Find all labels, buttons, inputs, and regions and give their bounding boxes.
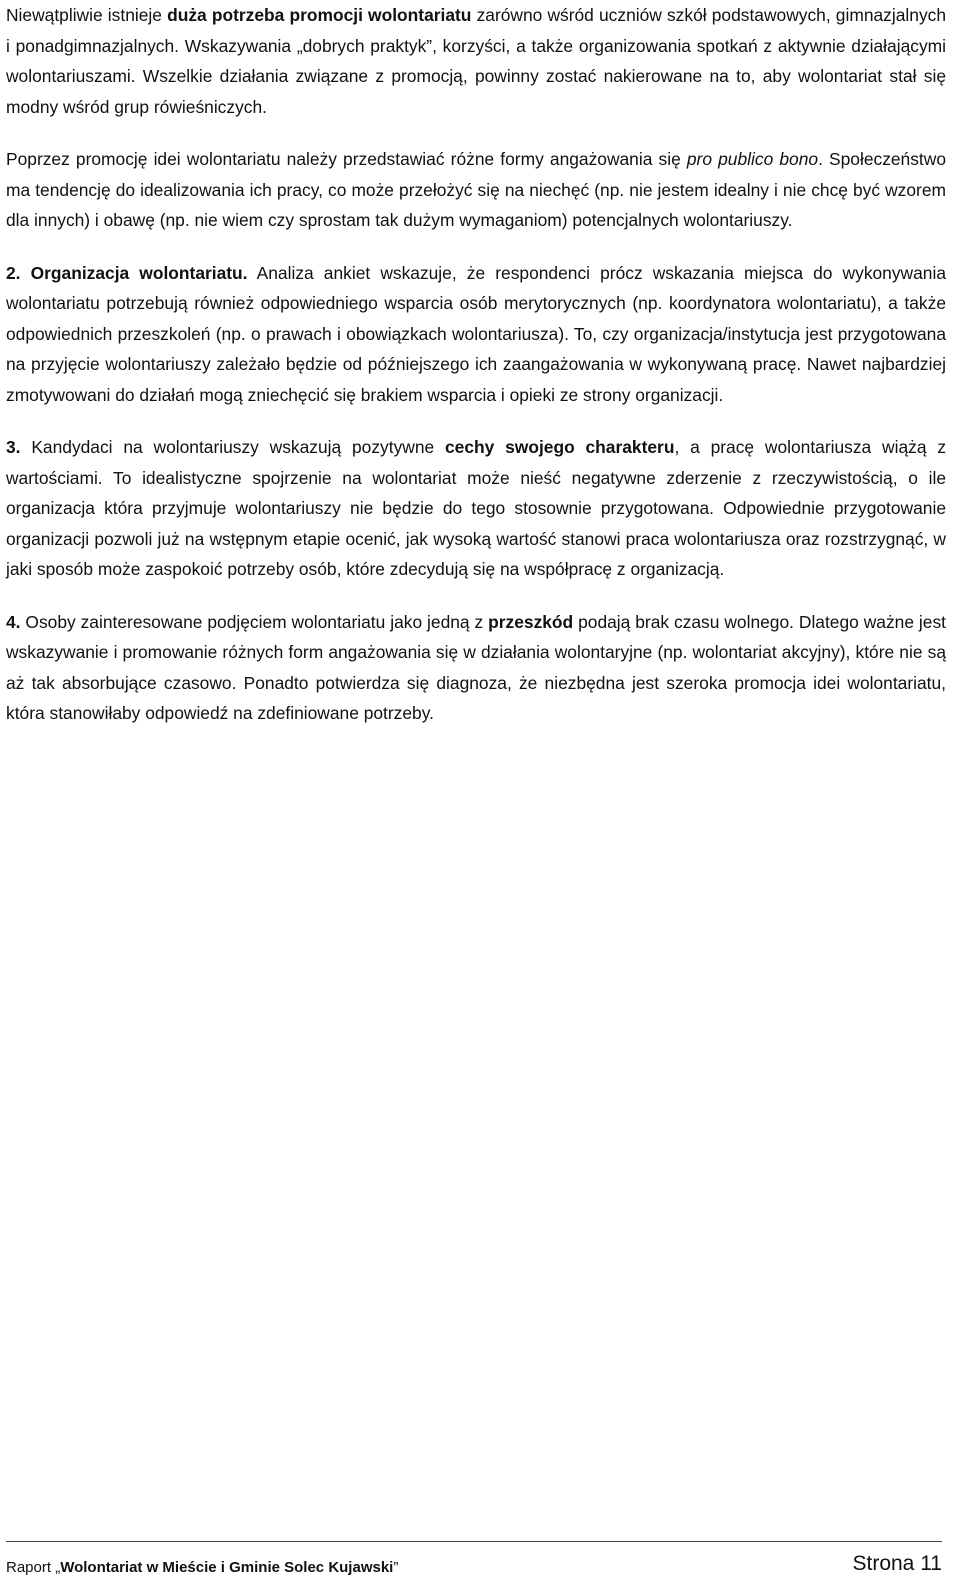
footer-suffix: ” [393,1559,399,1576]
text-run: Analiza ankiet wskazuje, że respondenci prócz wskazania miejsca do wykonywania wolontariatu potrzebują również odpowiedniego wsparcia osób merytorycznych (np. koordynatora wolontariatu), a także odpowiednich przeszkoleń (np. o prawach i obowiązkach wolontariusza). To, czy organizacja/instytucja jest przygotowana na przyjęcie wolontariuszy zależało będzie od późniejszego ich zaangażowania w wykonywaną pracę. Nawet najbardziej zmotywowani do działań mogą zniechęcić się brakiem wsparcia i opieki ze strony organizacji. [6,262,946,405]
text-run: Niewątpliwie istnieje [6,5,168,25]
bold-text: 4. [6,611,21,632]
text-run: podają brak czasu wolnego. Dlatego ważne jest wskazywanie i promowanie różnych form angażowania się w działania wolontaryjne (np. wolontariat akcyjny), które nie są aż tak absorbujące czasowo. Ponadto potwierdza się diagnoza, że niezbędna jest szeroka promocja idei wolontariatu, która stanowiłaby odpowiedź na zdefiniowane potrzeby. [6,611,946,723]
text-run: zarówno wśród uczniów szkół podstawowych, gimnazjalnych i ponadgimnazjalnych. Wskazywania „dobrych praktyk”, korzyści, a także organizowania spotkań z aktywnie działającymi wolontariuszami. Wszelkie działania związane z promocją, powinny zostać nakierowane na to, aby wolontariat stał się modny wśród grup rówieśniczych. [6,5,947,117]
text-run: Poprzez promocję idei wolontariatu należy przedstawiać różne formy angażowania się [6,149,687,169]
page-footer [6,1541,942,1576]
document-page [6,0,946,729]
page-number: Strona 11 [852,1552,942,1575]
text-run: , a pracę wolontariusza wiążą z wartościami. To idealistyczne spojrzenie na wolontariat może nieść negatywne zderzenie z rzeczywistością, o ile organizacja która przyjmuje wolontariuszy nie będzie do tego stosownie przygotowana. Odpowiednie przygotowanie organizacji pozwoli już na wstępnym etapie ocenić, jak wysoką wartość stanowi praca wolontariusza oraz rozstrzygnąć, w jaki sposób może zaspokoić potrzeby osób, które zdecydują się na współpracę z organizacją. [6,437,947,579]
text-run: Kandydaci na wolontariuszy wskazują pozytywne [20,437,445,457]
paragraph-promotion-forms [6,144,946,236]
footer-prefix: Raport „ [6,1559,61,1576]
bold-text: 2. Organizacja wolontariatu. [6,262,248,283]
bold-text: duża potrzeba promocji wolontariatu [167,5,472,25]
paragraph-organization [6,258,946,411]
footer-title: Wolontariat w Mieście i Gminie Solec Kujawski [60,1559,394,1576]
paragraph-promotion-need [6,0,946,122]
bold-text: przeszkód [488,611,574,632]
italic-text: pro publico bono [686,149,819,169]
paragraph-candidates-character [6,432,946,585]
bold-text: cechy swojego charakteru [445,437,675,457]
footer-report-title [6,1559,398,1576]
text-run: . Społeczeństwo ma tendencję do idealizowania ich pracy, co może przełożyć się na niechęć (np. nie jestem idealny i nie chcę być wzorem dla innych) i obawę (np. nie wiem czy sprostam tak dużym wymaganiom) potencjalnych wolontariuszy. [6,149,946,230]
paragraph-obstacles [6,607,946,729]
text-run: Osoby zainteresowane podjęciem wolontariatu jako jedną z [20,611,489,632]
bold-text: 3. [6,437,21,457]
